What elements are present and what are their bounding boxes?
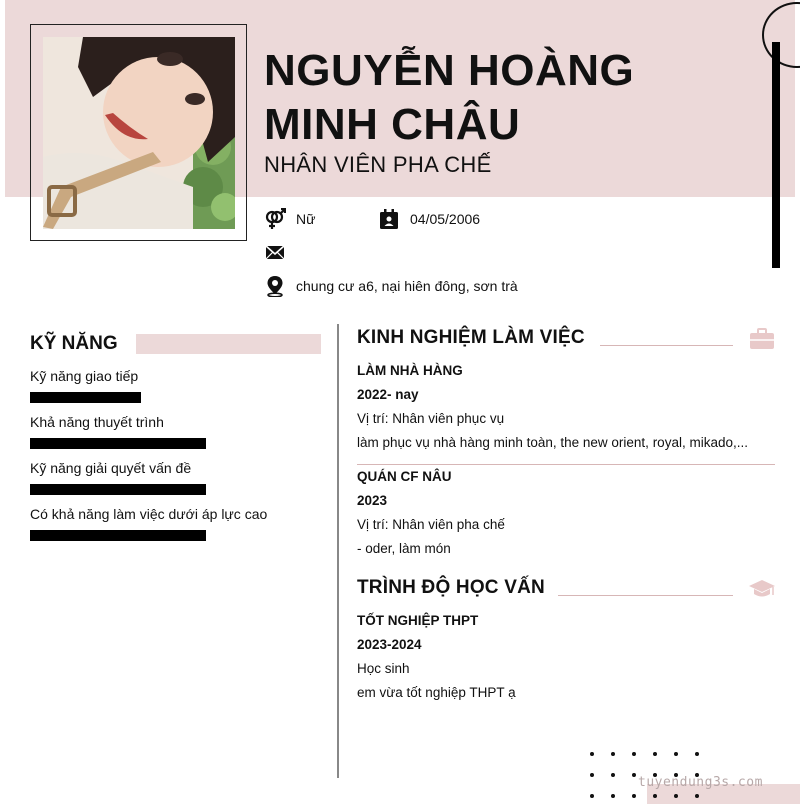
decorative-dot [695, 752, 699, 756]
gender-icon [264, 208, 286, 230]
location-pin-icon [264, 275, 286, 297]
experience-company: LÀM NHÀ HÀNG [357, 363, 463, 378]
decorative-dot [611, 752, 615, 756]
decorative-dot [590, 752, 594, 756]
experience-entry-divider [357, 464, 775, 465]
decorative-dot [590, 794, 594, 798]
skill-level-bar [30, 530, 206, 541]
skill-label: Kỹ năng giao tiếp [30, 368, 139, 384]
experience-role: Vị trí: Nhân viên phục vụ [357, 411, 505, 426]
decorative-dot [653, 794, 657, 798]
decorative-dot [590, 773, 594, 777]
decorative-dot [674, 752, 678, 756]
education-major: Học sinh [357, 661, 410, 676]
gender-value: Nữ [296, 211, 316, 227]
skill-item [30, 414, 206, 449]
skill-label: Kỹ năng giải quyết vấn đề [30, 460, 192, 476]
experience-period: 2023 [357, 493, 388, 508]
birthdate-value: 04/05/2006 [410, 211, 481, 227]
address-row [264, 275, 518, 297]
education-title-line [558, 595, 733, 596]
briefcase-icon [749, 328, 775, 355]
skill-level-bar [30, 484, 206, 495]
watermark: tuyendung3s.com [638, 775, 763, 790]
address-value: chung cư a6, nại hiên đông, sơn trà [296, 278, 518, 294]
email-row [264, 241, 296, 263]
experience-title-line [600, 345, 733, 346]
decorative-dot [632, 794, 636, 798]
experience-role: Vị trí: Nhân viên pha chế [357, 517, 505, 532]
decorative-dot [632, 752, 636, 756]
envelope-icon [264, 241, 286, 263]
decorative-vertical-bar [772, 42, 780, 268]
skill-label: Khả năng thuyết trình [30, 414, 164, 430]
education-description: em vừa tốt nghiệp THPT ạ [357, 685, 516, 700]
skills-title-bar [136, 334, 321, 354]
column-divider [337, 324, 339, 778]
decorative-dot [653, 752, 657, 756]
experience-description: làm phục vụ nhà hàng minh toàn, the new orient, royal, mikado,... [357, 435, 748, 450]
skill-level-bar [30, 392, 141, 403]
decorative-dot [611, 773, 615, 777]
skills-title: KỸ NĂNG [30, 333, 118, 354]
gender-row [264, 208, 315, 230]
experience-company: QUÁN CF NÂU [357, 469, 452, 484]
candidate-position: NHÂN VIÊN PHA CHẾ [264, 152, 492, 177]
decorative-dot [632, 773, 636, 777]
education-title: TRÌNH ĐỘ HỌC VẤN [357, 577, 545, 598]
profile-photo [43, 37, 235, 229]
skill-item [30, 460, 206, 495]
skill-label: Có khả năng làm việc dưới áp lực cao [30, 506, 268, 522]
profile-photo-frame [30, 24, 247, 241]
skill-item [30, 506, 267, 541]
education-period: 2023-2024 [357, 637, 422, 652]
candidate-name: NGUYỄN HOÀNG MINH CHÂU [264, 46, 635, 149]
decorative-dot [674, 794, 678, 798]
skill-item [30, 368, 141, 403]
experience-title: KINH NGHIỆM LÀM VIỆC [357, 327, 585, 348]
decorative-dot [611, 794, 615, 798]
graduation-cap-icon [748, 578, 776, 605]
skill-level-bar [30, 438, 206, 449]
birthdate-row [378, 208, 480, 230]
experience-description: - oder, làm món [357, 541, 451, 556]
decorative-dot [695, 794, 699, 798]
calendar-icon [378, 208, 400, 230]
experience-period: 2022- nay [357, 387, 419, 402]
education-school: TỐT NGHIỆP THPT [357, 613, 479, 628]
